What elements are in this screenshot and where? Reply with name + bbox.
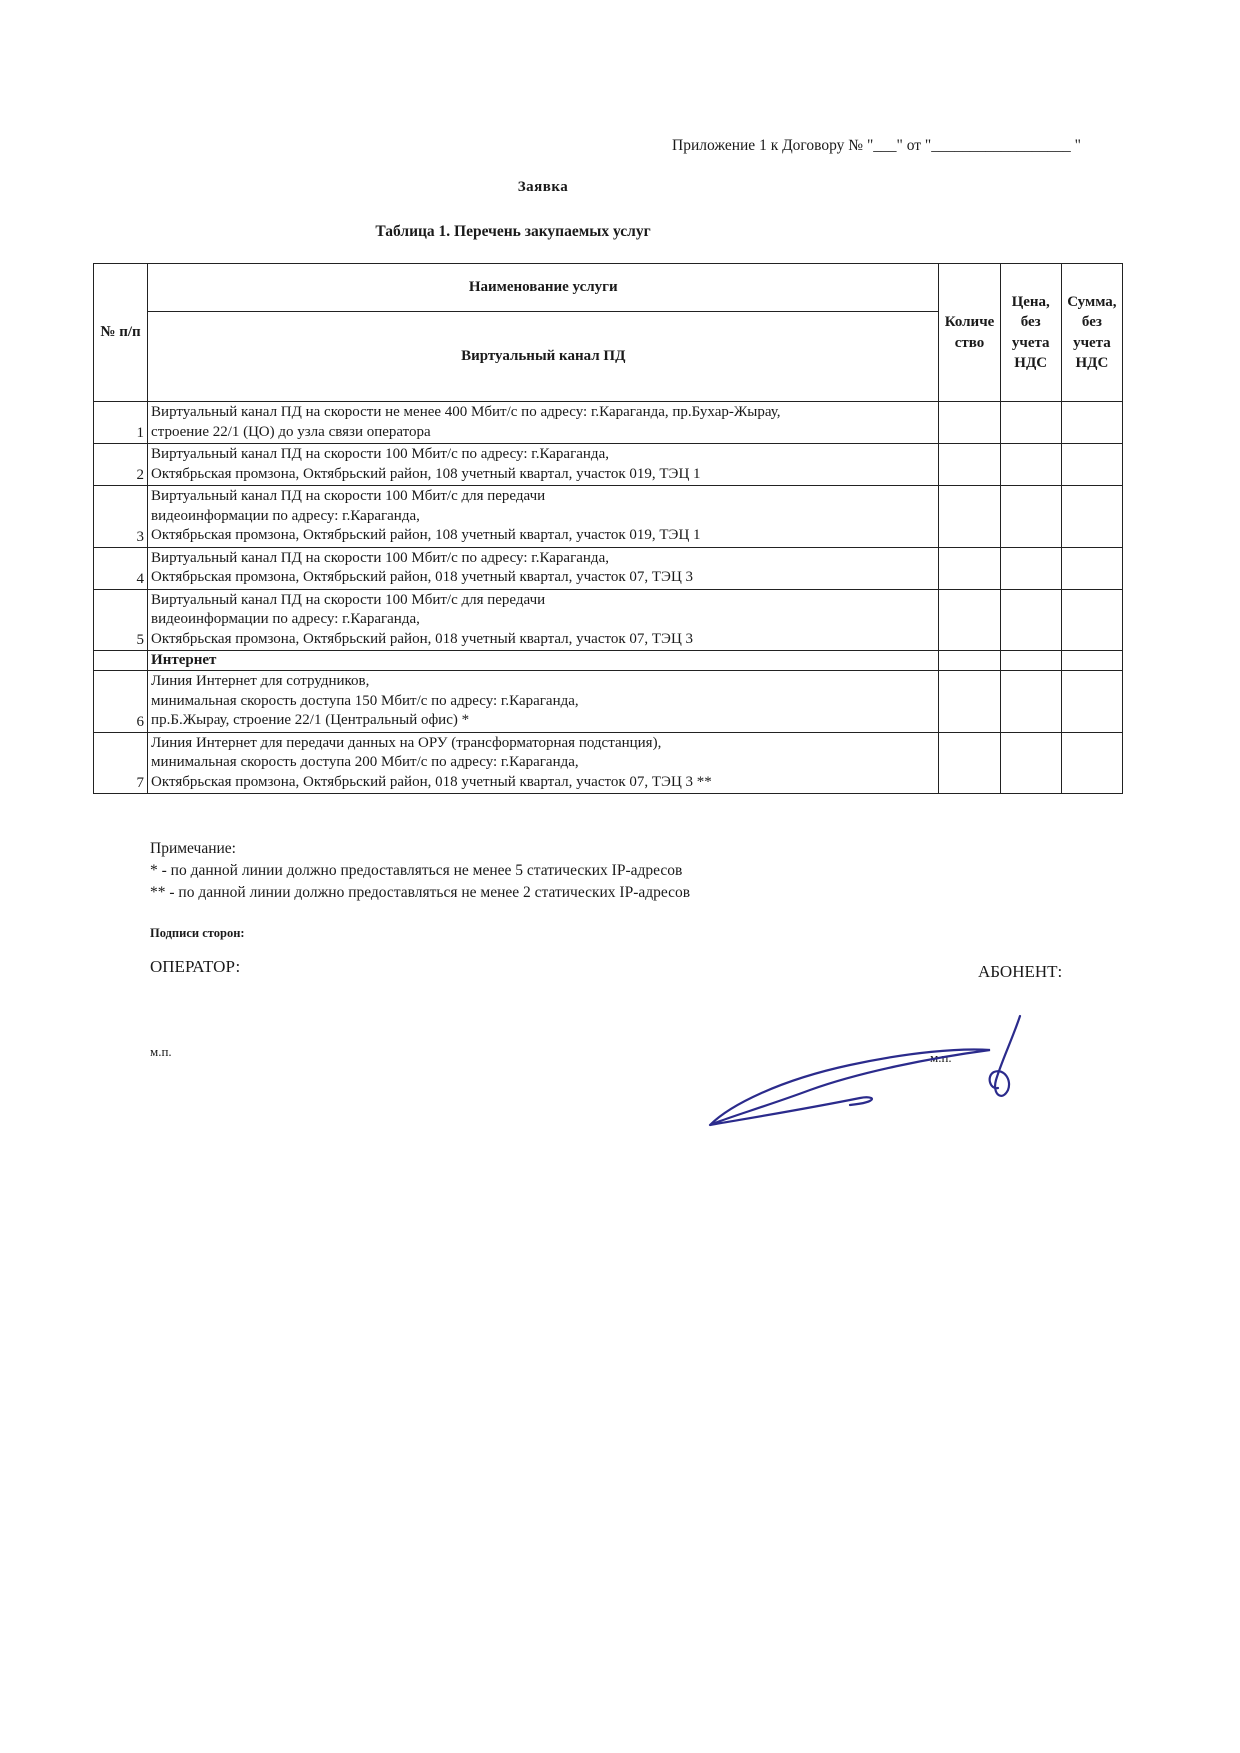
annex-reference: Приложение 1 к Договору № "___" от "__________________ ": [672, 137, 1081, 154]
service-description-line: Виртуальный канал ПД на скорости 100 Мбит/с для передачи: [151, 488, 546, 504]
table-row: [94, 732, 1123, 794]
quantity-cell: [939, 402, 1000, 444]
service-description: [148, 547, 939, 589]
notes-title: Примечание:: [150, 840, 236, 857]
subscriber-label: АБОНЕНТ:: [978, 962, 1063, 981]
service-description-line: Октябрьская промзона, Октябрьский район, 108 учетный квартал, участок 019, ТЭЦ 1: [151, 527, 701, 543]
sum-cell: [1061, 444, 1122, 486]
quantity-cell: [939, 589, 1000, 651]
table-title: Таблица 1. Перечень закупаемых услуг: [375, 223, 651, 240]
header-number: № п/п: [94, 264, 148, 402]
table-row: [94, 402, 1123, 444]
section-internet: Интернет: [148, 651, 939, 671]
price-cell: [1000, 486, 1061, 548]
notes-block: [150, 838, 690, 904]
operator-label: ОПЕРАТОР:: [150, 957, 241, 976]
table-row: [94, 671, 1123, 733]
quantity-cell: [939, 732, 1000, 794]
row-number: 7: [94, 732, 148, 794]
table-cell: [1061, 651, 1122, 671]
section-virtual-channel: Виртуальный канал ПД: [148, 312, 939, 402]
virtual-channel-rows: [94, 402, 1123, 651]
price-cell: [1000, 402, 1061, 444]
service-description-line: Виртуальный канал ПД на скорости 100 Мбит/с для передачи: [151, 591, 546, 608]
table-row: [94, 444, 1123, 486]
header-quantity: Количе ство: [939, 264, 1000, 402]
row-number: 4: [94, 547, 148, 589]
service-description-line: Виртуальный канал ПД на скорости не менее 400 Мбит/с по адресу: г.Караганда, пр.Бухар-Жырау,: [151, 404, 781, 420]
price-cell: [1000, 732, 1061, 794]
table-row: [94, 486, 1123, 548]
sum-cell: [1061, 671, 1122, 733]
table-cell: [1000, 651, 1061, 671]
stamp-place-left: м.п.: [150, 1044, 172, 1059]
handwritten-signature: [690, 1010, 1050, 1130]
row-number: 2: [94, 444, 148, 486]
header-price: Цена, без учета НДС: [1000, 264, 1061, 402]
note-2: ** - по данной линии должно предоставляться не менее 2 статических IP-адресов: [150, 884, 691, 901]
quantity-cell: [939, 671, 1000, 733]
row-number: 6: [94, 671, 148, 733]
service-description: [148, 589, 939, 651]
service-description-line: минимальная скорость доступа 200 Мбит/с по адресу: г.Караганда,: [151, 754, 579, 770]
note-1: * - по данной линии должно предоставляться не менее 5 статических IP-адресов: [150, 862, 683, 879]
quantity-cell: [939, 444, 1000, 486]
service-description-line: видеоинформации по адресу: г.Караганда,: [151, 507, 420, 524]
service-description: [148, 671, 939, 733]
price-cell: [1000, 589, 1061, 651]
internet-rows: [94, 671, 1123, 794]
quantity-cell: [939, 547, 1000, 589]
service-description-line: Виртуальный канал ПД на скорости 100 Мбит/с по адресу: г.Караганда,: [151, 446, 609, 462]
row-number: 1: [94, 402, 148, 444]
row-number: 5: [94, 589, 148, 651]
row-number: 3: [94, 486, 148, 548]
sum-cell: [1061, 402, 1122, 444]
service-description-line: минимальная скорость доступа 150 Мбит/с по адресу: г.Караганда,: [151, 692, 579, 709]
service-description: [148, 444, 939, 486]
section-row-internet: [94, 651, 1123, 671]
table-row: [94, 589, 1123, 651]
price-cell: [1000, 671, 1061, 733]
service-description-line: видеоинформации по адресу: г.Караганда,: [151, 611, 420, 627]
header-service-name: Наименование услуги: [148, 264, 939, 312]
services-table: [93, 263, 1123, 794]
service-description-line: Линия Интернет для передачи данных на ОРУ (трансформаторная подстанция),: [151, 734, 662, 751]
sum-cell: [1061, 732, 1122, 794]
table-row: [94, 547, 1123, 589]
price-cell: [1000, 444, 1061, 486]
service-description-line: Октябрьская промзона, Октябрьский район, 108 учетный квартал, участок 019, ТЭЦ 1: [151, 465, 701, 482]
service-description-line: Октябрьская промзона, Октябрьский район, 018 учетный квартал, участок 07, ТЭЦ 3: [151, 630, 694, 647]
header-sum: Сумма, без учета НДС: [1061, 264, 1122, 402]
sum-cell: [1061, 486, 1122, 548]
price-cell: [1000, 547, 1061, 589]
table-cell: [94, 651, 148, 671]
service-description-line: Линия Интернет для сотрудников,: [151, 673, 370, 689]
stamp-place-right: м.п.: [930, 1050, 952, 1065]
service-description: [148, 732, 939, 794]
service-description: [148, 486, 939, 548]
service-description: [148, 402, 939, 444]
table-cell: [939, 651, 1000, 671]
sum-cell: [1061, 589, 1122, 651]
service-description-line: пр.Б.Жырау, строение 22/1 (Центральный офис) *: [151, 712, 470, 728]
service-description-line: Октябрьская промзона, Октябрьский район, 018 учетный квартал, участок 07, ТЭЦ 3: [151, 569, 694, 585]
service-description-line: Виртуальный канал ПД на скорости 100 Мбит/с по адресу: г.Караганда,: [151, 549, 609, 566]
quantity-cell: [939, 486, 1000, 548]
service-description-line: Октябрьская промзона, Октябрьский район, 018 учетный квартал, участок 07, ТЭЦ 3 **: [151, 773, 712, 790]
service-description-line: строение 22/1 (ЦО) до узла связи оператора: [151, 423, 431, 440]
sum-cell: [1061, 547, 1122, 589]
signatures-label: Подписи сторон:: [150, 926, 245, 940]
document-title: Заявка: [517, 179, 569, 195]
